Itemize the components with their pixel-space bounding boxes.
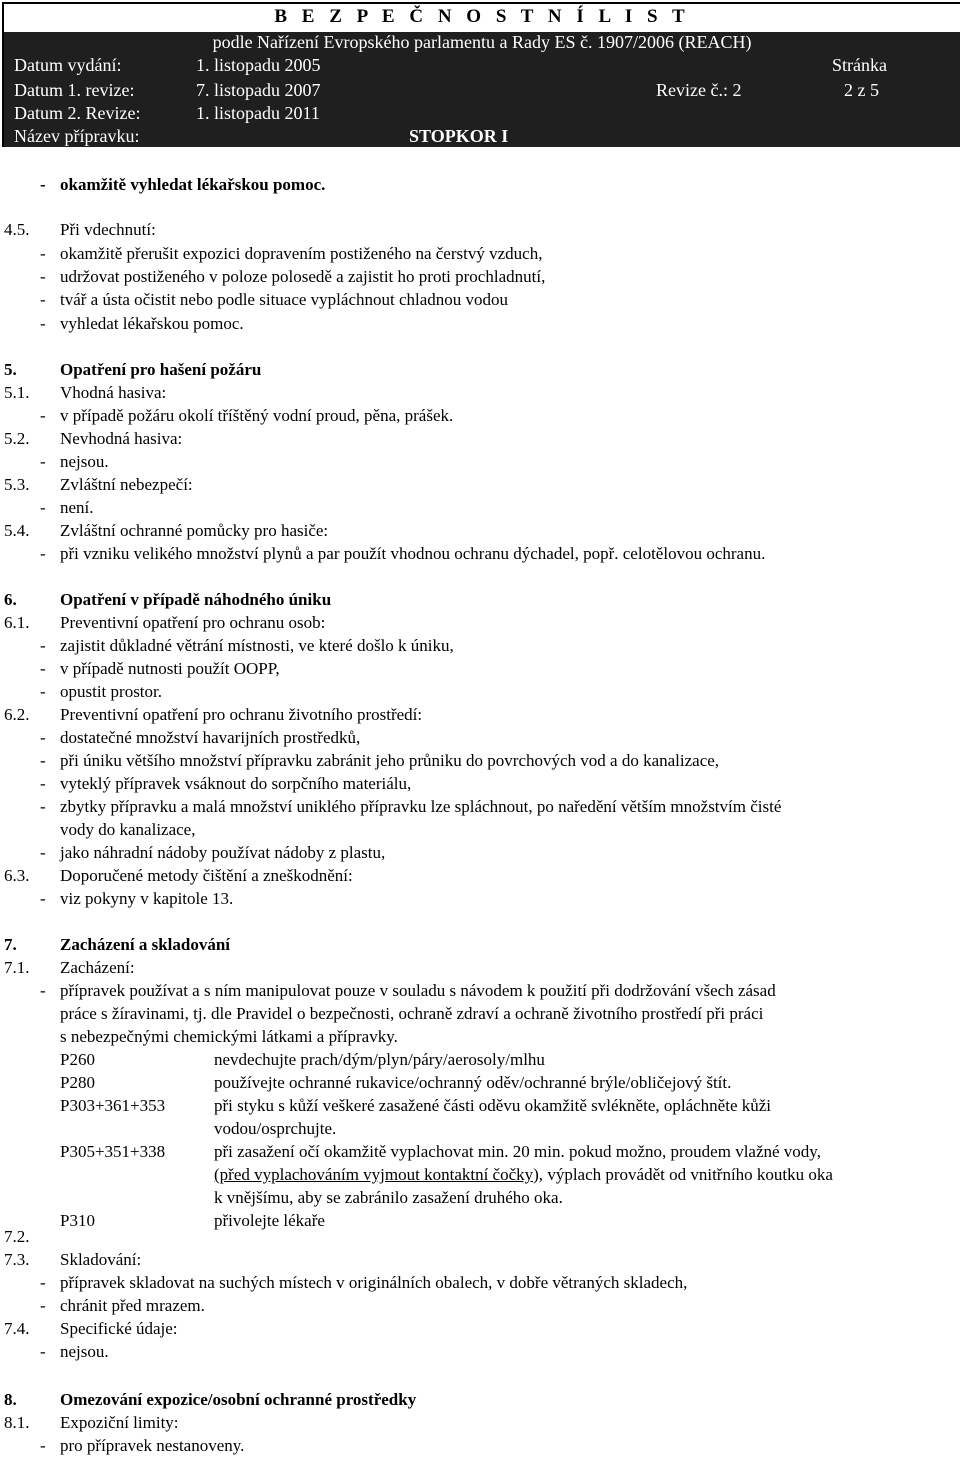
text-line <box>0 751 960 773</box>
bullet-dash: - <box>40 636 46 655</box>
section-number: 6.2. <box>4 705 30 724</box>
line-text: s nebezpečnými chemickými látkami a přípravky. <box>60 1027 398 1046</box>
p-code: P260 <box>60 1050 95 1069</box>
line-text: udržovat postiženého v poloze polosedě a zajistit ho proti prochladnutí, <box>60 267 546 286</box>
p-code-text: vodou/osprchujte. <box>214 1119 337 1138</box>
product-name-value: STOPKOR I <box>409 126 509 146</box>
line-text: viz pokyny v kapitole 13. <box>60 889 234 908</box>
line-text: jako náhradní nádoby používat nádoby z plastu, <box>60 843 386 862</box>
text-line <box>0 774 960 796</box>
line-text: chránit před mrazem. <box>60 1296 205 1315</box>
bullet-dash: - <box>40 682 46 701</box>
line-text: přípravek používat a s ním manipulovat pouze v souladu s návodem k použití při dodržování všech zásad <box>60 981 776 1000</box>
line-text: přípravek skladovat na suchých místech v originálních obalech, v dobře větraných skladech, <box>60 1273 688 1292</box>
bullet-dash: - <box>40 267 46 286</box>
text-line <box>0 705 960 727</box>
p-code-text: nevdechujte prach/dým/plyn/páry/aerosoly/mlhu <box>214 1050 545 1069</box>
revision2-date-label: Datum 2. Revize: <box>14 103 141 123</box>
p-code-text: přivolejte lékaře <box>214 1211 325 1230</box>
bullet-dash: - <box>40 175 46 194</box>
bullet-dash: - <box>40 1296 46 1315</box>
line-text: není. <box>60 498 94 517</box>
section-number: 5. <box>4 360 17 379</box>
line-text: vody do kanalizace, <box>60 820 196 839</box>
text-line <box>0 175 960 197</box>
line-text: při vzniku velikého množství plynů a par použít vhodnou ochranu dýchadel, popř. celotělovou ochranu. <box>60 544 766 563</box>
regulation-subtitle: podle Nařízení Evropského parlamentu a Rady ES č. 1907/2006 (REACH) <box>212 32 752 52</box>
p-code: P305+351+338 <box>60 1142 166 1161</box>
bullet-dash: - <box>40 290 46 309</box>
issue-date-value: 1. listopadu 2005 <box>196 55 321 75</box>
text-line <box>0 889 960 911</box>
line-text: zbytky přípravku a malá množství uniklého přípravku lze spláchnout, po naředění větším množstvím čisté <box>60 797 782 816</box>
section-number: 7.3. <box>4 1250 30 1269</box>
text-line <box>0 843 960 865</box>
bullet-dash: - <box>40 544 46 563</box>
section-number: 7.4. <box>4 1319 30 1338</box>
section-heading: Opatření v případě náhodného úniku <box>60 590 332 609</box>
text-line <box>0 406 960 428</box>
revision1-date-value: 7. listopadu 2007 <box>196 80 321 100</box>
text-line <box>0 820 960 842</box>
document-header <box>2 2 960 147</box>
line-text: Skladování: <box>60 1250 142 1269</box>
p-code-text: používejte ochranné rukavice/ochranný oděv/ochranné brýle/obličejový štít. <box>214 1073 732 1092</box>
revision2-date-value: 1. listopadu 2011 <box>196 103 320 123</box>
section-heading: Opatření pro hašení požáru <box>60 360 262 379</box>
line-text: Expoziční limity: <box>60 1413 179 1432</box>
header-band <box>4 32 960 147</box>
section-number: 8. <box>4 1390 17 1409</box>
bullet-dash: - <box>40 751 46 770</box>
text-line <box>0 1390 960 1412</box>
sheet-title: B E Z P E Č N O S T N Í L I S T <box>274 6 690 27</box>
section-heading: Omezování expozice/osobní ochranné prostředky <box>60 1390 417 1409</box>
text-line <box>0 981 960 1003</box>
section-number: 5.2. <box>4 429 30 448</box>
text-line <box>0 1027 960 1049</box>
p-code-text-underlined: (před vyplachováním vyjmout kontaktní čočky), <box>214 1165 544 1184</box>
bullet-dash: - <box>40 981 46 1000</box>
p-code: P310 <box>60 1211 95 1230</box>
section-number: 8.1. <box>4 1413 30 1432</box>
line-text: nejsou. <box>60 452 109 471</box>
line-text: Nevhodná hasiva: <box>60 429 183 448</box>
line-text: dostatečné množství havarijních prostředků, <box>60 728 361 747</box>
section-number: 4.5. <box>4 220 30 239</box>
p-code-text: při styku s kůží veškeré zasažené části oděvu okamžitě svlékněte, opláchněte kůži <box>214 1096 772 1115</box>
text-line <box>0 1413 960 1435</box>
section-number: 6.1. <box>4 613 30 632</box>
bullet-dash: - <box>40 774 46 793</box>
product-name-label: Název přípravku: <box>14 126 140 146</box>
revision-number: Revize č.: 2 <box>656 80 742 100</box>
section-number: 5.4. <box>4 521 30 540</box>
text-line <box>0 521 960 543</box>
text-line <box>0 452 960 474</box>
text-line <box>0 728 960 750</box>
section-heading: Zacházení a skladování <box>60 935 231 954</box>
line-text: práce s žíravinami, tj. dle Pravidel o bezpečnosti, ochraně zdraví a ochraně životního prostředí při práci <box>60 1004 764 1023</box>
p-code-text: k vnějšímu, aby se zabránilo zasažení druhého oka. <box>214 1188 563 1207</box>
line-text: Preventivní opatření pro ochranu osob: <box>60 613 326 632</box>
text-line <box>0 544 960 566</box>
line-text: Zvláštní nebezpečí: <box>60 475 193 494</box>
text-line <box>0 1004 960 1026</box>
text-line <box>0 1227 960 1249</box>
section-number: 7. <box>4 935 17 954</box>
p-code: P280 <box>60 1073 95 1092</box>
text-line <box>0 682 960 704</box>
text-line <box>0 1319 960 1341</box>
line-text: vyhledat lékařskou pomoc. <box>60 314 244 333</box>
text-line <box>0 1296 960 1318</box>
line-text: zajistit důkladné větrání místnosti, ve které došlo k úniku, <box>60 636 454 655</box>
line-text: okamžitě přerušit expozici dopravením postiženého na čerstvý vzduch, <box>60 244 543 263</box>
revision1-date-label: Datum 1. revize: <box>14 80 135 100</box>
text-line <box>0 383 960 405</box>
section-number: 7.2. <box>4 1227 30 1246</box>
bullet-dash: - <box>40 797 46 816</box>
text-line <box>0 613 960 635</box>
page-label: Stránka <box>832 55 887 75</box>
bullet-dash: - <box>40 244 46 263</box>
line-text: Specifické údaje: <box>60 1319 178 1338</box>
bullet-dash: - <box>40 1342 46 1361</box>
text-line <box>0 590 960 612</box>
bullet-dash: - <box>40 659 46 678</box>
line-text: pro přípravek nestanoveny. <box>60 1436 245 1455</box>
line-text: Doporučené metody čištění a zneškodnění: <box>60 866 353 885</box>
line-text: Vhodná hasiva: <box>60 383 167 402</box>
section-number: 6. <box>4 590 17 609</box>
line-text: v případě požáru okolí tříštěný vodní proud, pěna, prášek. <box>60 406 454 425</box>
section-number: 6.3. <box>4 866 30 885</box>
line-text: při úniku většího množství přípravku zabránit jeho průniku do povrchových vod a do kanalizace, <box>60 751 720 770</box>
text-line <box>0 636 960 658</box>
text-line <box>0 935 960 957</box>
bullet-dash: - <box>40 452 46 471</box>
text-line <box>0 267 960 289</box>
bullet-dash: - <box>40 314 46 333</box>
p-code-text: při zasažení očí okamžitě vyplachovat min. 20 min. pokud možno, proudem vlažné vody, <box>214 1142 821 1161</box>
line-text: nejsou. <box>60 1342 109 1361</box>
text-line <box>0 360 960 382</box>
text-line <box>0 1273 960 1295</box>
text-line <box>0 866 960 888</box>
bullet-dash: - <box>40 1436 46 1455</box>
bullet-dash: - <box>40 843 46 862</box>
p-code-text: (před vyplachováním vyjmout kontaktní čočky), výplach provádět od vnitřního koutku oka <box>214 1165 833 1184</box>
text-line <box>0 1250 960 1272</box>
page-number: 2 z 5 <box>844 80 879 100</box>
section-number: 5.3. <box>4 475 30 494</box>
text-line <box>0 1342 960 1364</box>
bullet-dash: - <box>40 498 46 517</box>
line-text: vyteklý přípravek vsáknout do sorpčního materiálu, <box>60 774 412 793</box>
section-number: 7.1. <box>4 958 30 977</box>
section-number: 5.1. <box>4 383 30 402</box>
text-line <box>0 220 960 242</box>
line-text: Při vdechnutí: <box>60 220 156 239</box>
text-line <box>0 498 960 520</box>
text-line <box>0 958 960 980</box>
text-line <box>0 429 960 451</box>
text-line <box>0 290 960 312</box>
text-line <box>0 314 960 336</box>
line-text: Zvláštní ochranné pomůcky pro hasiče: <box>60 521 329 540</box>
bullet-dash: - <box>40 889 46 908</box>
bullet-dash: - <box>40 406 46 425</box>
line-text: okamžitě vyhledat lékařskou pomoc. <box>60 175 326 194</box>
text-line <box>0 244 960 266</box>
line-text: tvář a ústa očistit nebo podle situace vypláchnout chladnou vodou <box>60 290 509 309</box>
issue-date-label: Datum vydání: <box>14 55 122 75</box>
line-text: opustit prostor. <box>60 682 163 701</box>
text-line <box>0 1436 960 1458</box>
bullet-dash: - <box>40 728 46 747</box>
line-text: Preventivní opatření pro ochranu životního prostředí: <box>60 705 423 724</box>
line-text: v případě nutnosti použít OOPP, <box>60 659 280 678</box>
p-code: P303+361+353 <box>60 1096 166 1115</box>
text-line <box>0 475 960 497</box>
line-text: Zacházení: <box>60 958 135 977</box>
text-line <box>0 659 960 681</box>
bullet-dash: - <box>40 1273 46 1292</box>
text-line <box>0 797 960 819</box>
